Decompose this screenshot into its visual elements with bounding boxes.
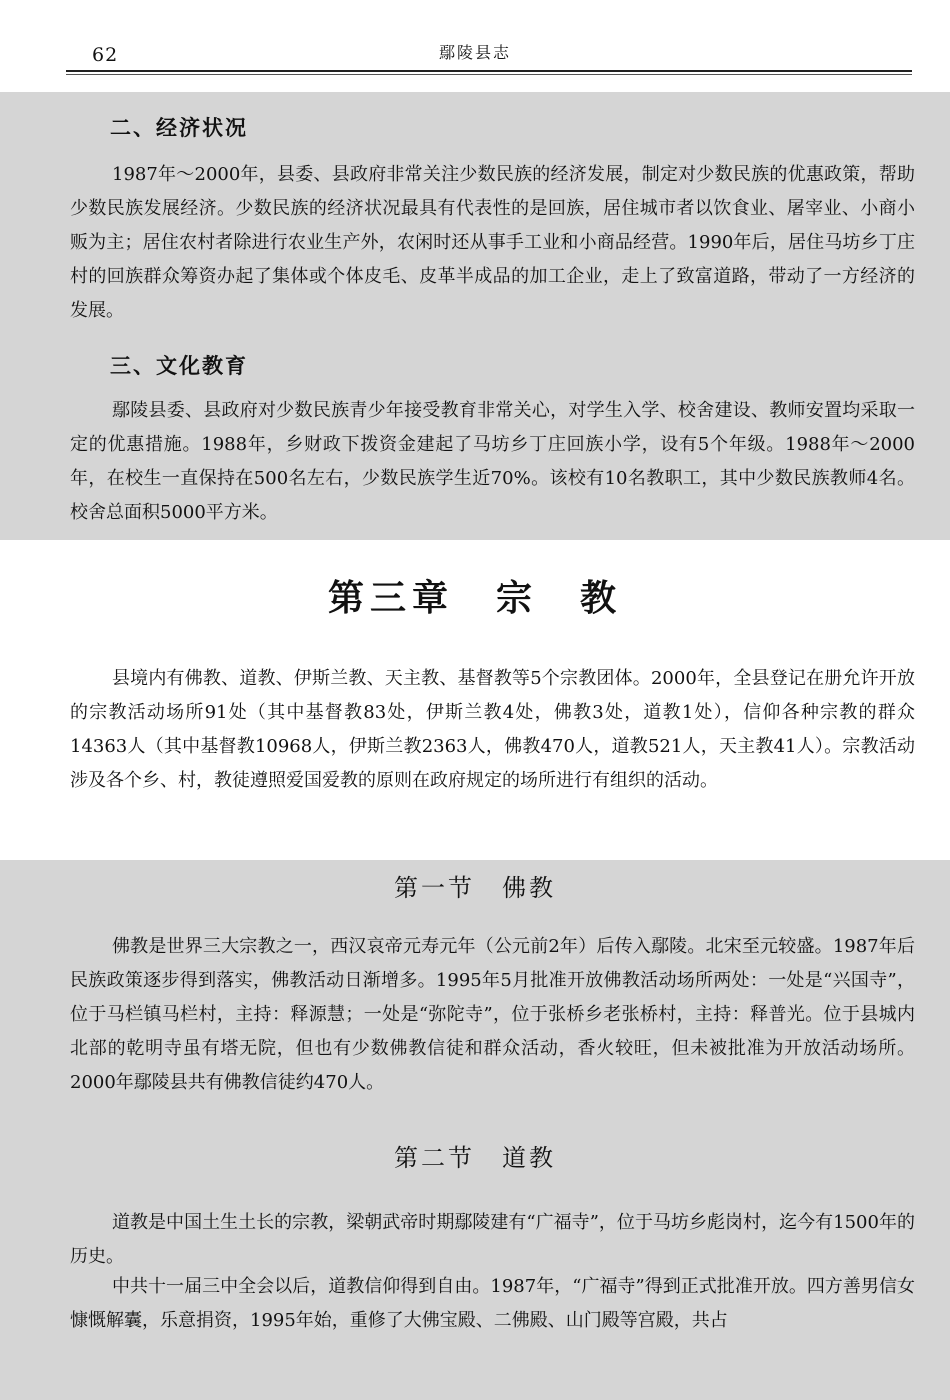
- taoism-paragraph-1: 道教是中国土生土长的宗教，梁朝武帝时期鄢陵建有“广福寺”，位于马坊乡彪岗村，迄今有1500年的历史。: [70, 1212, 915, 1267]
- subsection-title-taoism: 第二节 道教: [394, 1144, 556, 1172]
- header-rule: [66, 70, 912, 72]
- header-rule-thin: [66, 74, 912, 75]
- section-paragraph: 1987年～2000年，县委、县政府非常关注少数民族的经济发展，制定对少数民族的优惠政策，帮助少数民族发展经济。少数民族的经济状况最具有代表性的是回族，居住城市者以饮食业、屠宰业、小商小贩为主；居住农村者除进行农业生产外，农闲时还从事手工业和小商品经营。1990年后，居住马坊乡丁庄村的回族群众筹资办起了集体或个体皮毛、皮革半成品的加工企业，走上了致富道路，带动了一方经济的发展。: [70, 164, 915, 321]
- buddhism-paragraph: 佛教是世界三大宗教之一，西汉哀帝元寿元年（公元前2年）后传入鄢陵。北宋至元较盛。1987年后民族政策逐步得到落实，佛教活动日渐增多。1995年5月批准开放佛教活动场所两处：一处是“兴国寺”，位于马栏镇马栏村，主持：释源慧；一处是“弥陀寺”，位于张桥乡老张桥村，主持：释普光。位于县城内北部的乾明寺虽有塔无院，但也有少数佛教信徒和群众活动，香火较旺，但未被批准为开放活动场所。2000年鄢陵县共有佛教信徒约470人。: [70, 936, 915, 1093]
- page-header: [0, 0, 950, 92]
- chapter-title: 第三章 宗 教: [327, 578, 622, 619]
- page-number: 62: [92, 44, 119, 66]
- section-heading: 三、文化教育: [110, 354, 248, 378]
- chapter-intro-paragraph: 县境内有佛教、道教、伊斯兰教、天主教、基督教等5个宗教团体。2000年，全县登记在册允许开放的宗教活动场所91处（其中基督教83处，伊斯兰教4处，佛教3处，道教1处），信仰各种宗教的群众14363人（其中基督教10968人，伊斯兰教2363人，佛教470人，道教521人，天主教41人）。宗教活动涉及各个乡、村，教徒遵照爱国爱教的原则在政府规定的场所进行有组织的活动。: [70, 668, 915, 791]
- section-paragraph: 鄢陵县委、县政府对少数民族青少年接受教育非常关心，对学生入学、校舍建设、教师安置均采取一定的优惠措施。1988年，乡财政下拨资金建起了马坊乡丁庄回族小学，设有5个年级。1988年～2000年，在校生一直保持在500名左右，少数民族学生近70%。该校有10名教职工，其中少数民族教师4名。校舍总面积5000平方米。: [70, 400, 915, 523]
- subsection-title-buddhism: 第一节 佛教: [394, 874, 556, 902]
- section-heading: 二、经济状况: [110, 116, 248, 140]
- running-title: 鄢陵县志: [438, 43, 511, 62]
- taoism-paragraph-2: 中共十一届三中全会以后，道教信仰得到自由。1987年，“广福寺”得到正式批准开放。四方善男信女慷慨解囊，乐意捐资，1995年始，重修了大佛宝殿、二佛殿、山门殿等宫殿，共占: [70, 1276, 915, 1331]
